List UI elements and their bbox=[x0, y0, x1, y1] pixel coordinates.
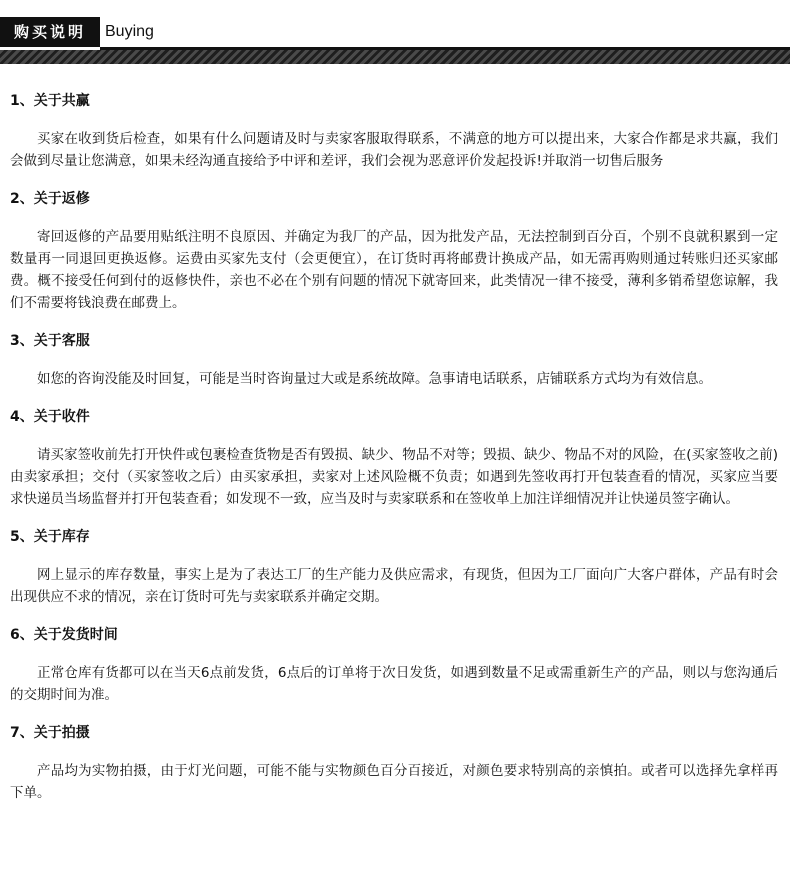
section-title: 1、关于共赢 bbox=[10, 93, 90, 109]
section-photography bbox=[10, 720, 778, 804]
section-body: 请买家签收前先打开快件或包裹检查货物是否有毁损、缺少、物品不对等；毁损、缺少、物品不对的风险，在(买家签收之前)由卖家承担；交付（买家签收之后）由买家承担，卖家对上述风险概不负责；如遇到先签收再打开包装查看的情况，买家应当要求快递员当场监督并打开包装查看；如发现不一致，应当及时与卖家联系和在签收单上加注详细情况并让快递员签字确认。 bbox=[10, 447, 778, 507]
section-win-win bbox=[10, 88, 778, 172]
section-title: 6、关于发货时间 bbox=[10, 627, 118, 643]
page-header bbox=[0, 0, 790, 64]
section-receiving bbox=[10, 404, 778, 510]
section-body: 正常仓库有货都可以在当天6点前发货，6点后的订单将于次日发货，如遇到数量不足或需重新生产的产品，则以与您沟通后的交期时间为准。 bbox=[10, 665, 778, 703]
section-body: 买家在收到货后检查，如果有什么问题请及时与卖家客服取得联系，不满意的地方可以提出来，大家合作都是求共赢，我们会做到尽量让您满意，如果未经沟通直接给予中评和差评，我们会视为恶意评价发起投诉!并取消一切售后服务 bbox=[10, 131, 778, 169]
section-title: 7、关于拍摄 bbox=[10, 725, 90, 741]
section-title: 4、关于收件 bbox=[10, 409, 90, 425]
section-inventory bbox=[10, 524, 778, 608]
section-body: 寄回返修的产品要用贴纸注明不良原因、并确定为我厂的产品，因为批发产品，无法控制到百分百，个别不良就积累到一定数量再一同退回更换返修。运费由买家先支付（会更便宜），在订货时再将邮费计换成产品，如无需再购则通过转账归还买家邮费。概不接受任何到付的返修快件，亲也不必在个别有问题的情况下就寄回来，此类情况一律不接受，薄利多销希望您谅解，我们不需要将钱浪费在邮费上。 bbox=[10, 229, 778, 311]
section-customer-service bbox=[10, 328, 778, 390]
section-title: 2、关于返修 bbox=[10, 191, 90, 207]
header-title-cn: 购买说明 bbox=[0, 17, 100, 47]
section-shipping-time bbox=[10, 622, 778, 706]
section-body: 网上显示的库存数量，事实上是为了表达工厂的生产能力及供应需求，有现货，但因为工厂面向广大客户群体，产品有时会出现供应不求的情况，亲在订货时可先与卖家联系并确定交期。 bbox=[10, 567, 778, 605]
section-title: 3、关于客服 bbox=[10, 333, 90, 349]
section-body: 产品均为实物拍摄，由于灯光问题，可能不能与实物颜色百分百接近，对颜色要求特别高的亲慎拍。或者可以选择先拿样再下单。 bbox=[10, 763, 778, 801]
section-repair bbox=[10, 186, 778, 314]
header-hatch-band bbox=[0, 50, 790, 64]
header-title-en: Buying bbox=[105, 23, 154, 40]
section-body: 如您的咨询没能及时回复，可能是当时咨询量过大或是系统故障。急事请电话联系，店铺联系方式均为有效信息。 bbox=[37, 371, 712, 387]
buying-notes bbox=[10, 88, 778, 818]
section-title: 5、关于库存 bbox=[10, 529, 90, 545]
